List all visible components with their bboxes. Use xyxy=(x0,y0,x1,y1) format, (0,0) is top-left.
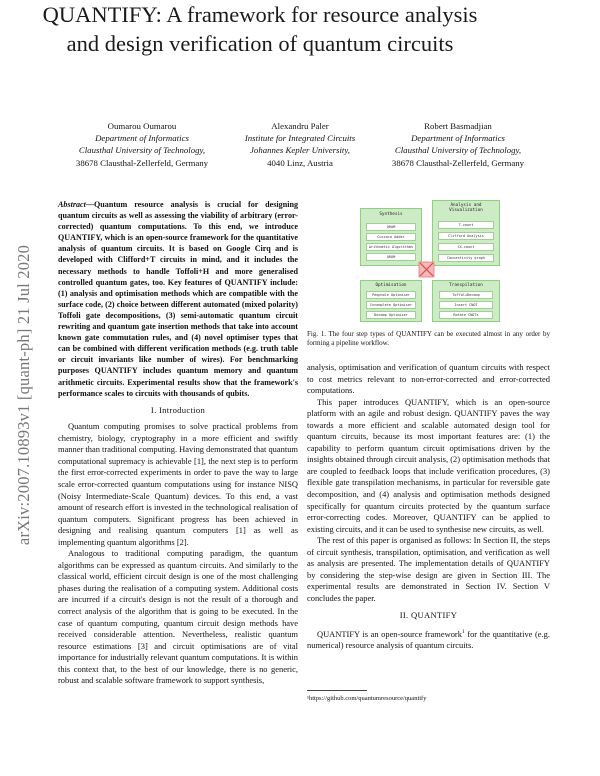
figure-item: Incomplete Optimiser xyxy=(366,301,416,309)
figure-item: Cuccaro Adder xyxy=(366,233,416,241)
left-column xyxy=(58,199,298,687)
figure-pipeline xyxy=(356,196,514,320)
right-paragraph-1: This paper introduces QUANTIFY, which is an open-source platform with an agile and robust design. QUANTIFY paves the way towards a more efficient and scalable automated design tool for quantum circuits, because its most important features are: (1) the capability to perform quantum circuit optimisations driven by the insights obtained through circuit analysis, (2) optimisation methods that are coupled to feedback loops that include verification procedures, (3) flexible gate transpilation mechanisms, in particular for reversible gate decomposition, and (4) analysis and optimisation methods designed specifically for quantum circuits protected by the quantum surface error-correcting codes. Moreover, QUANTIFY can be applied to existing circuits, and it can be used to synthesise new circuits, as well. xyxy=(307,396,550,534)
figure-item: Arithmetic Algorithms xyxy=(366,243,416,251)
author-name: Oumarou Oumarou xyxy=(107,121,177,131)
intro-paragraph-2: Analogous to traditional computing paradigm, the quantum algorithms can be expressed as quantum circuits. And similarly to the classical world, efficient circuit design is one of the most challenging phases during the realisation of a computing system. Additional costs are incurred if a circuit's design is not the result of a thorough and correct analysis of the algorithm that is going to be executed. In the case of quantum computing, quantum circuit design methods have received considerable attention. Nevertheless, realistic quantum resource estimations [3] and circuit optimisations are of vital importance for industrially relevant quantum computations. It is within this context that, to the best of our knowledge, there is no generic, robust and scalable software framework to support synthesis, xyxy=(58,548,298,686)
figure-item: QROM xyxy=(366,253,416,261)
figure-item: Clifford Analysis xyxy=(438,232,494,240)
section2-text-a: QUANTIFY is an open-source framework xyxy=(317,628,462,639)
intro-paragraph-1: Quantum computing promises to solve practical problems from chemistry, biology, cryptography in a more efficient and swiftly manner than traditional computing. Having demonstrated that quantum computational supremacy is achievable [1], the next step is to perform the first error-corrected experiments in order to pave the way to large scale error-corrected quantum computations using for instance NISQ (Noisy Intermediate-Scale Quantum) devices. To this end, a vast amount of research effort is invested in the technological realisation of quantum computers. Significant progress has been achieved in designing and realising quantum computers [1] as well as implementing quantum algorithms [2]. xyxy=(58,421,298,547)
figure-item: Decomp Optimiser xyxy=(366,311,416,319)
arxiv-stamp-text: arXiv:2007.10893v1 [quant-ph] 21 Jul 2020 xyxy=(14,244,33,546)
section2-paragraph-1 xyxy=(307,627,550,652)
paper-title xyxy=(0,0,520,58)
right-paragraph-2: The rest of this paper is organised as follows: In Section II, the steps of circuit synthesis, transpilation, optimisation, and verification as well as analysis are presented. The implementation details of QUANTIFY by considering the step-wise design are given in Section III. The experimental results are demonstrated in Section IV. Section V concludes the paper. xyxy=(307,535,550,603)
figure-item: Connectivity graph xyxy=(438,254,494,262)
figure-item: Peephole Optimiser xyxy=(366,291,416,299)
figure-item: Rotate CNOTs xyxy=(439,311,493,319)
section-heading-introduction: I. Introduction xyxy=(150,404,206,415)
author-institution: Clausthal University of Technology, xyxy=(394,145,522,156)
right-paragraph-continued: analysis, optimisation and verification of quantum circuits with respect to cost metrics relevant to non-error-corrected and error-corrected computations. xyxy=(307,362,550,396)
author-institution: Clausthal University of Technology, xyxy=(78,145,206,156)
figure-item: QRAM xyxy=(366,223,416,231)
arxiv-stamp xyxy=(14,200,34,590)
abstract-label: Abstract xyxy=(58,200,86,209)
figure-box-title: Analysis and Visualization xyxy=(449,203,483,214)
abstract-text: —Quantum resource analysis is crucial for designing quantum circuits as well as assessing the viability of arbitrary (error-corrected) quantum computations. To this end, we introduce QUANTIFY, which is an open-source framework for the quantitative analysis of quantum circuits. It is based on Google Cirq and is developed with Clifford+T circuits in mind, and it includes the necessary methods to handle Toffoli+H and more generalised controlled quantum gates, too. Key features of QUANTIFY include: (1) analysis and optimisation methods which are compatible with the surface code, (2) choice between different automated (mixed polarity) Toffoli gate decompositions, (3) semi-automatic quantum circuit rewriting and quantum gate insertion methods that take into account known gate commutation rules, and (4) novel optimiser types that can be combined with different verification methods (e.g. truth table or circuit invariants like number of wires). For benchmarking purposes QUANTIFY includes quantum memory and quantum arithmetic circuits. Experimental results show that the framework's performance scales to circuits with thousands of qubits. xyxy=(58,200,298,398)
title-line-2: and design verification of quantum circuits xyxy=(66,31,454,56)
figure-item: CX-count xyxy=(438,243,494,251)
figure-item: ToffoliDecomp xyxy=(439,291,493,299)
figure-box-title: Transpilation xyxy=(449,283,483,288)
author-address: 38678 Clausthal-Zellerfeld, Germany xyxy=(75,157,209,168)
figure-item: Insert CNOT xyxy=(439,301,493,309)
footnote-marker: 1 xyxy=(461,629,465,636)
author-name: Robert Basmadjian xyxy=(424,121,492,131)
right-column xyxy=(307,362,550,652)
figure-item: T-count xyxy=(438,221,494,229)
author-address: 4040 Linz, Austria xyxy=(267,157,333,168)
abstract xyxy=(58,199,298,399)
author-department: Department of Informatics xyxy=(411,133,505,144)
footnote: ¹https://github.com/quantumresource/quantify xyxy=(307,695,427,702)
figure-connector-arrows xyxy=(356,196,514,320)
section-heading-quantify: II. QUANTIFY xyxy=(399,610,458,621)
author-name: Alexandru Paler xyxy=(271,121,329,131)
figure-box-title: Synthesis xyxy=(379,212,403,217)
author-block-3 xyxy=(358,120,558,169)
section2-text-b: for the quantitative (e.g. numerical) resource analysis of quantum circuits. xyxy=(307,628,550,651)
title-line-1: QUANTIFY: A framework for resource analysis xyxy=(42,2,478,27)
author-department: Department of Informatics xyxy=(95,133,189,144)
figure-caption: Fig. 1. The four step types of QUANTIFY can be executed almost in any order by forming a pipeline workflow. xyxy=(307,330,550,348)
figure-box-title: Optimisation xyxy=(375,283,407,288)
footnote-rule xyxy=(307,690,367,691)
author-address: 38678 Clausthal-Zellerfeld, Germany xyxy=(391,157,525,168)
author-department: Institute for Integrated Circuits xyxy=(244,133,356,144)
author-institution: Johannes Kepler University, xyxy=(250,145,350,156)
